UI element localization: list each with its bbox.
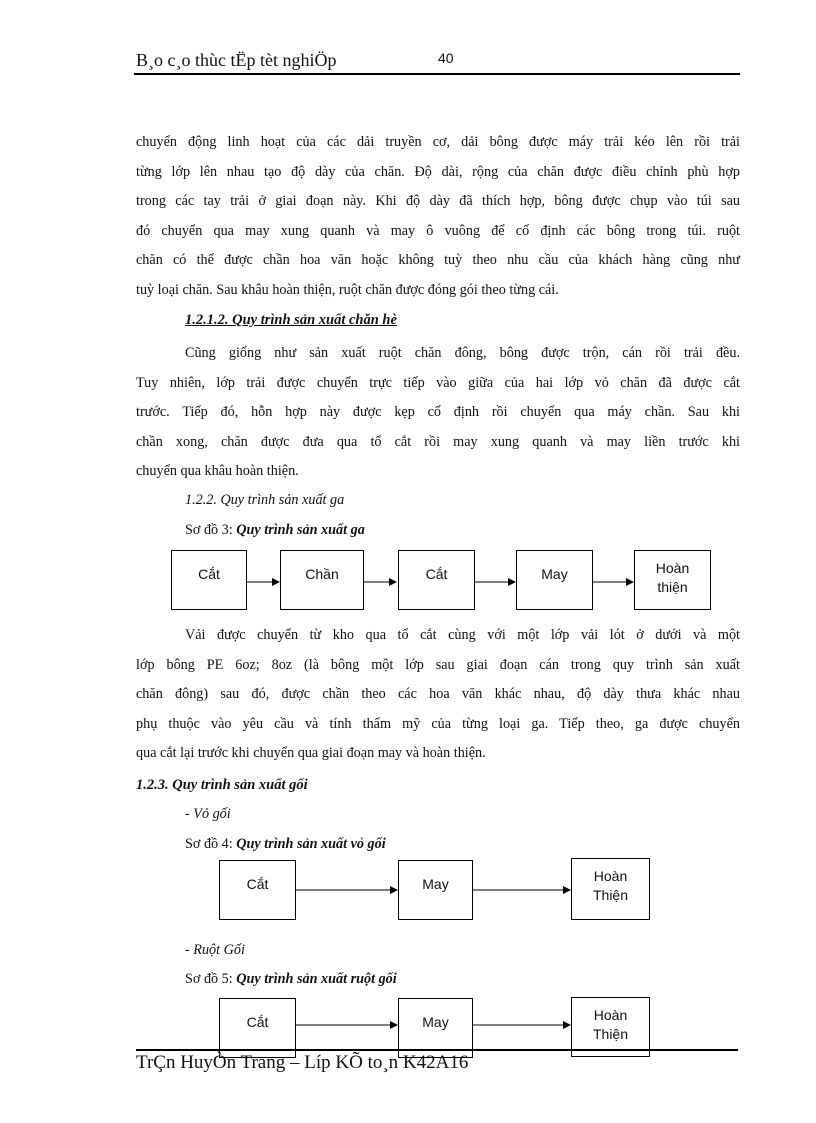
- caption-prefix: Sơ đồ 5:: [185, 971, 237, 987]
- footer-text: TrÇn HuyÒn Trang – Líp KÕ to¸n K42A16: [136, 1052, 469, 1073]
- diagram-5-caption: [185, 971, 397, 988]
- diagram-3-step-quilt: Chần: [280, 550, 364, 610]
- diagram-5-step-cut: Cắt: [219, 998, 296, 1058]
- subheading-pillow-core: - Ruột Gối: [185, 942, 245, 958]
- heading-1212: 1.2.1.2. Quy trình sản xuất chăn hè: [185, 312, 397, 328]
- text-line: Cũng giống như sản xuất ruột chăn đông, bông được trộn, cán rồi trải đều.: [185, 345, 740, 361]
- text-line: chuyển động linh hoạt của các dải truyền cơ, dải bông được máy trải kéo lên rồi trải: [136, 134, 740, 150]
- text-line: chăn có thể được chần hoa văn hoặc không tuỳ theo nhu cầu của khách hàng cũng như: [136, 252, 740, 268]
- text-line: Tuy nhiên, lớp trải được chuyển trực tiếp vào giữa của hai lớp vỏ chăn đã được cắt: [136, 374, 740, 391]
- caption-prefix: Sơ đồ 3:: [185, 522, 237, 538]
- text-line: tuỳ loại chăn. Sau khâu hoàn thiện, ruột chăn được đóng gói theo từng cái.: [136, 281, 559, 298]
- diagram-3-step-finish: Hoàn thiện: [634, 550, 711, 610]
- text-line: trước. Tiếp đó, hỗn hợp này được kẹp cố định rồi chuyển qua máy chần. Sau khi: [136, 404, 740, 420]
- footer-rule: [136, 1049, 738, 1051]
- page-number: 40: [438, 50, 454, 66]
- text-line: đó chuyển qua may xung quanh và may ô vuông để cố định các bông trong túi. ruột: [136, 222, 740, 239]
- text-line: từng lớp lên nhau tạo độ dày của chăn. Độ dài, rộng của chăn được điều chỉnh phù hợp: [136, 163, 740, 180]
- diagram-4-caption: [185, 836, 386, 853]
- heading-122: 1.2.2. Quy trình sản xuất ga: [185, 492, 345, 508]
- subheading-pillowcase: - Vỏ gối: [185, 806, 231, 822]
- text-line: phụ thuộc vào yêu cầu và tính thẩm mỹ của từng loại ga. Tiếp theo, ga được chuyển: [136, 715, 740, 732]
- diagram-3-step-cut: Cắt: [171, 550, 247, 610]
- caption-prefix: Sơ đồ 4:: [185, 836, 237, 852]
- diagram-3-step-sew: May: [516, 550, 593, 610]
- text-line: chăn đông) sau đó, được chần theo các hoa văn khác nhau, độ dày thưa khác nhau: [136, 686, 740, 702]
- text-line: qua cắt lại trước khi chuyển qua giai đoạn may và hoàn thiện.: [136, 745, 486, 761]
- header-title: B¸o c¸o thùc tËp tèt nghiÖp: [136, 50, 337, 70]
- diagram-5-step-sew: May: [398, 998, 473, 1058]
- text-line: chuyển qua khâu hoàn thiện.: [136, 463, 299, 479]
- text-line: lớp bông PE 6oz; 8oz (là bông một lớp sau giai đoạn cán trong quy trình sản xuất: [136, 656, 740, 673]
- caption-title: Quy trình sản xuất ga: [236, 522, 365, 538]
- caption-title: Quy trình sản xuất vỏ gối: [236, 836, 386, 852]
- text-line: chần xong, chăn được đưa qua tổ cắt rồi may xung quanh và may liền trước khi: [136, 433, 740, 450]
- text-line: Vải được chuyển từ kho qua tổ cắt cùng với một lớp vải lót ở dưới và một: [185, 627, 740, 643]
- text-line: trong các tay trải ở giai đoạn này. Khi độ dày đã thích hợp, bông được chụp vào túi sau: [136, 193, 740, 209]
- heading-123: 1.2.3. Quy trình sản xuất gối: [136, 777, 308, 793]
- paragraph-3: [136, 621, 740, 769]
- diagram-5-step-finish: Hoàn Thiện: [571, 997, 650, 1057]
- caption-title: Quy trình sản xuất ruột gối: [236, 971, 397, 987]
- diagram-3-step-cut-2: Cắt: [398, 550, 475, 610]
- diagram-4-step-cut: Cắt: [219, 860, 296, 920]
- diagram-4-step-finish: Hoàn Thiện: [571, 858, 650, 920]
- diagram-4-step-sew: May: [398, 860, 473, 920]
